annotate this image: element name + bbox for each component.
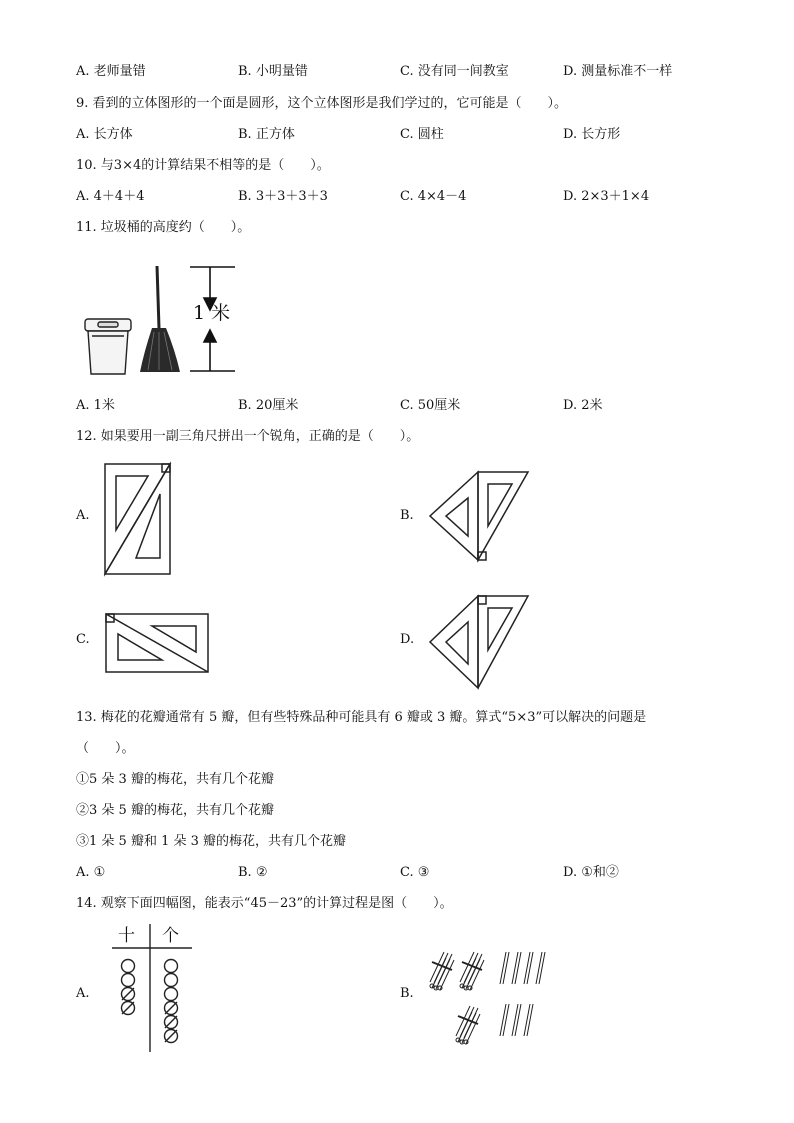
tens-column-header: 十 <box>118 926 135 946</box>
counting-sticks-figure[interactable] <box>426 942 550 1044</box>
q14-stem: 14. 观察下面四幅图，能表示“45－23”的计算过程是图（ ）。 <box>76 896 453 911</box>
set-square-figure-a[interactable] <box>102 462 174 578</box>
ones-column-header: 个 <box>162 926 179 946</box>
q10-option-c[interactable]: C. 4×4－4 <box>400 189 467 204</box>
single-stick-icon <box>500 952 545 1036</box>
q8-option-b[interactable]: B. 小明量错 <box>238 64 308 79</box>
set-square-figure-c[interactable] <box>104 612 210 674</box>
q11-option-c[interactable]: C. 50厘米 <box>400 398 461 413</box>
q9-option-a[interactable]: A. 长方体 <box>76 127 133 142</box>
q12-option-b-label[interactable]: B. <box>400 508 414 523</box>
set-square-figure-b[interactable] <box>428 470 532 562</box>
q13-stem-blank: （ ）。 <box>76 741 135 756</box>
q13-option-d[interactable]: D. ①和② <box>563 865 619 880</box>
trash-can-icon <box>85 319 131 374</box>
q8-option-d[interactable]: D. 测量标准不一样 <box>563 64 673 79</box>
q13-statement-1: ①5 朵 3 瓣的梅花，共有几个花瓣 <box>76 772 274 787</box>
q9-option-d[interactable]: D. 长方形 <box>563 127 621 142</box>
stick-bundle-icon <box>456 1006 480 1044</box>
q13-option-b[interactable]: B. ② <box>238 865 268 880</box>
q12-option-c-label[interactable]: C. <box>76 632 90 647</box>
stick-bundle-icon <box>430 952 454 990</box>
q12-stem: 12. 如果要用一副三角尺拼出一个锐角，正确的是（ ）。 <box>76 429 420 444</box>
q11-stem: 11. 垃圾桶的高度约（ ）。 <box>76 220 251 235</box>
q14-option-a-label[interactable]: A. <box>76 986 90 1001</box>
q11-option-d[interactable]: D. 2米 <box>563 398 603 413</box>
q10-stem: 10. 与3×4的计算结果不相等的是（ ）。 <box>76 158 330 173</box>
q8-option-c[interactable]: C. 没有同一间教室 <box>400 64 509 79</box>
q13-statement-2: ②3 朵 5 瓣的梅花，共有几个花瓣 <box>76 803 274 818</box>
q9-option-b[interactable]: B. 正方体 <box>238 127 295 142</box>
q11-option-b[interactable]: B. 20厘米 <box>238 398 299 413</box>
q10-option-a[interactable]: A. 4＋4＋4 <box>76 189 145 204</box>
q13-stem: 13. 梅花的花瓣通常有 5 瓣，但有些特殊品种可能具有 6 瓣或 3 瓣。算式“5×3”可以解决的问题是 <box>76 710 647 725</box>
q9-option-c[interactable]: C. 圆柱 <box>400 127 444 142</box>
q13-statement-3: ③1 朵 5 瓣和 1 朵 3 瓣的梅花，共有几个花瓣 <box>76 834 347 849</box>
place-value-chart[interactable] <box>110 924 194 1054</box>
q13-option-a[interactable]: A. ① <box>76 865 106 880</box>
q12-option-a-label[interactable]: A. <box>76 508 90 523</box>
stick-bundle-icon <box>460 952 484 990</box>
q10-option-b[interactable]: B. 3＋3＋3＋3 <box>238 189 328 204</box>
q8-option-a[interactable]: A. 老师量错 <box>76 64 146 79</box>
set-square-figure-d[interactable] <box>428 592 532 690</box>
q14-option-b-label[interactable]: B. <box>400 986 414 1001</box>
q11-option-a[interactable]: A. 1米 <box>76 398 115 413</box>
q12-option-d-label[interactable]: D. <box>400 632 415 647</box>
one-meter-label: 1 米 <box>193 302 231 324</box>
q13-option-c[interactable]: C. ③ <box>400 865 430 880</box>
q10-option-d[interactable]: D. 2×3＋1×4 <box>563 189 650 204</box>
broom-icon <box>140 266 180 372</box>
q9-stem: 9. 看到的立体图形的一个面是圆形，这个立体图形是我们学过的，它可能是（ ）。 <box>76 96 568 111</box>
